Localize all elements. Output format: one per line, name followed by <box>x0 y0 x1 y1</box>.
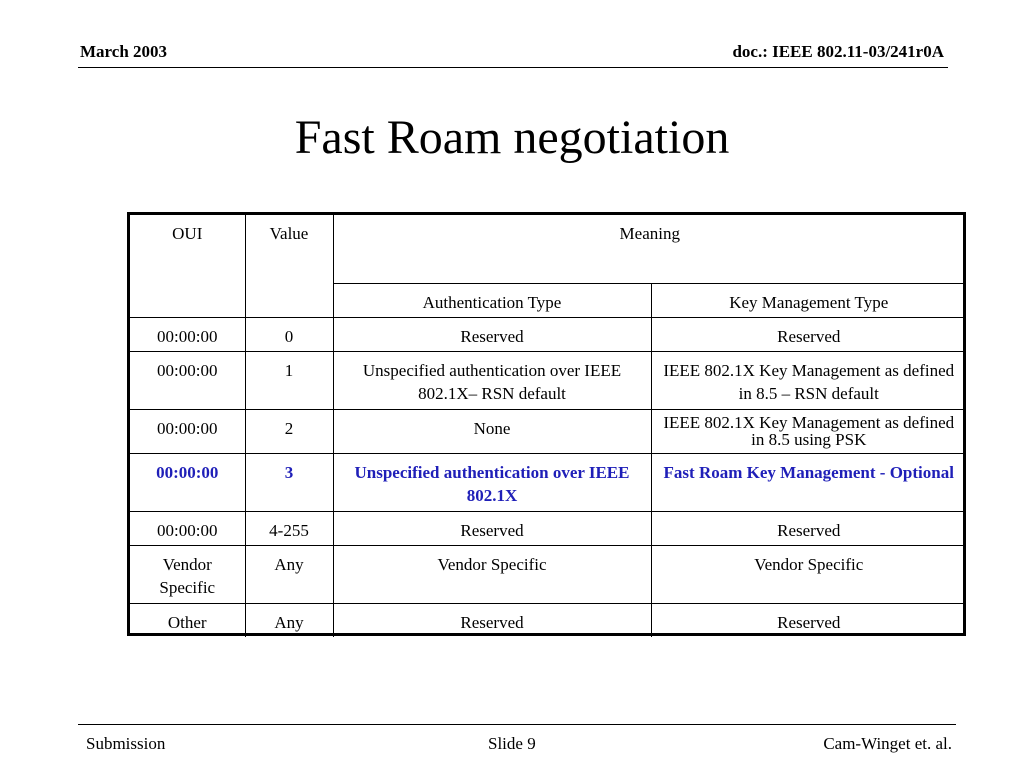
cell-key: IEEE 802.1X Key Management as defined in 8.5 – RSN default <box>651 351 966 409</box>
cell-value: 2 <box>245 409 333 453</box>
header-divider <box>78 67 948 68</box>
footer-divider <box>78 724 956 725</box>
negotiation-table <box>127 212 966 636</box>
cell-auth: Reserved <box>333 317 651 351</box>
table-row-highlighted <box>130 453 966 511</box>
footer-authors: Cam-Winget et. al. <box>823 734 952 753</box>
table-row <box>130 603 966 637</box>
header-value: Value <box>245 215 333 317</box>
header-oui: OUI <box>130 215 245 317</box>
table-row <box>130 511 966 545</box>
table-row <box>130 351 966 409</box>
header-auth-type: Authentication Type <box>333 283 651 317</box>
cell-oui: 00:00:00 <box>130 453 245 511</box>
cell-auth: Reserved <box>333 511 651 545</box>
table-row <box>130 545 966 603</box>
header-date: March 2003 <box>80 42 168 61</box>
table-header-row <box>130 215 966 283</box>
cell-oui: 00:00:00 <box>130 409 245 453</box>
header-meaning: Meaning <box>333 215 966 283</box>
cell-oui: 00:00:00 <box>130 511 245 545</box>
cell-key: Fast Roam Key Management - Optional <box>651 453 966 511</box>
cell-auth: Vendor Specific <box>333 545 651 603</box>
table-row <box>130 317 966 351</box>
cell-oui: Vendor Specific <box>130 545 245 603</box>
cell-oui: Other <box>130 603 245 637</box>
cell-key: Reserved <box>651 603 966 637</box>
footer-submission: Submission <box>86 734 166 753</box>
cell-value: Any <box>245 603 333 637</box>
cell-value: 3 <box>245 453 333 511</box>
cell-oui: 00:00:00 <box>130 351 245 409</box>
cell-auth: Reserved <box>333 603 651 637</box>
cell-auth: Unspecified authentication over IEEE 802.1X <box>333 453 651 511</box>
cell-value: 4-255 <box>245 511 333 545</box>
table-row <box>130 409 966 453</box>
cell-key: Reserved <box>651 317 966 351</box>
footer-slide-number: Slide 9 <box>488 734 536 753</box>
header-doc-id: doc.: IEEE 802.11-03/241r0A <box>732 42 944 61</box>
cell-auth: Unspecified authentication over IEEE 802.1X– RSN default <box>333 351 651 409</box>
cell-value: 1 <box>245 351 333 409</box>
cell-key: Reserved <box>651 511 966 545</box>
cell-value: Any <box>245 545 333 603</box>
cell-value: 0 <box>245 317 333 351</box>
cell-key: Vendor Specific <box>651 545 966 603</box>
cell-key: IEEE 802.1X Key Management as defined in 8.5 using PSK <box>651 409 966 453</box>
header-key-mgmt-type: Key Management Type <box>651 283 966 317</box>
cell-auth: None <box>333 409 651 453</box>
slide-title: Fast Roam negotiation <box>294 111 730 164</box>
cell-oui: 00:00:00 <box>130 317 245 351</box>
